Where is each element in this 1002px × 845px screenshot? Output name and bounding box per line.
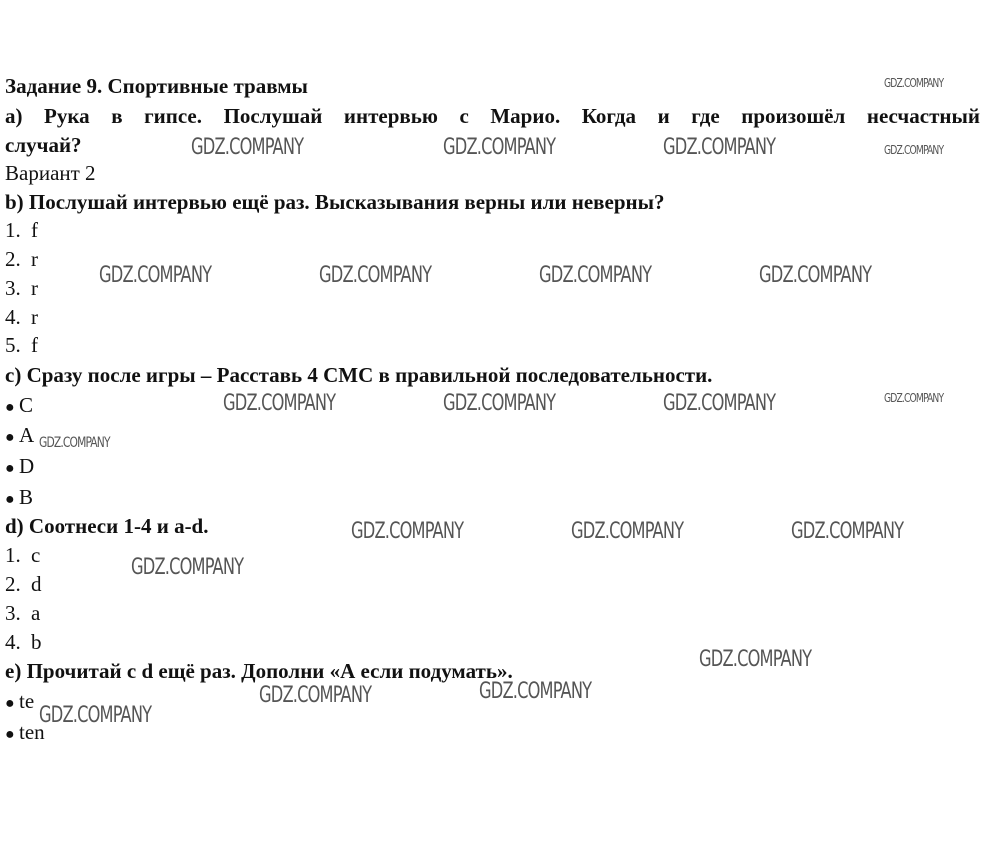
bullet-item bbox=[5, 454, 34, 481]
watermark: GDZ.COMPANY bbox=[39, 435, 110, 451]
section-e-heading: e) Прочитай с d ещё раз. Дополни «А если подумать». bbox=[5, 659, 513, 683]
bullet-icon: ● bbox=[5, 695, 15, 712]
item-number: 3. bbox=[5, 276, 21, 300]
bullet-icon: ● bbox=[5, 491, 15, 508]
watermark: GDZ.COMPANY bbox=[663, 135, 776, 160]
watermark: GDZ.COMPANY bbox=[131, 555, 244, 580]
list-item bbox=[5, 543, 40, 567]
list-item bbox=[5, 630, 42, 654]
item-number: 4. bbox=[5, 305, 21, 329]
watermark: GDZ.COMPANY bbox=[99, 263, 212, 288]
bullet-text: ten bbox=[19, 720, 45, 744]
watermark: GDZ.COMPANY bbox=[791, 519, 904, 544]
list-item bbox=[5, 572, 42, 596]
bullet-item bbox=[5, 393, 33, 420]
watermark: GDZ.COMPANY bbox=[319, 263, 432, 288]
section-d-heading: d) Соотнеси 1-4 и a-d. bbox=[5, 514, 209, 538]
item-number: 2. bbox=[5, 247, 21, 271]
watermark: GDZ.COMPANY bbox=[479, 679, 592, 704]
watermark: GDZ.COMPANY bbox=[571, 519, 684, 544]
list-item bbox=[5, 601, 40, 625]
watermark: GDZ.COMPANY bbox=[699, 647, 812, 672]
watermark: GDZ.COMPANY bbox=[191, 135, 304, 160]
item-answer: a bbox=[31, 601, 41, 625]
bullet-text: D bbox=[19, 454, 35, 478]
section-c-heading: c) Сразу после игры – Расставь 4 СМС в правильной последовательности. bbox=[5, 363, 713, 387]
page-title: Задание 9. Спортивные травмы bbox=[5, 74, 308, 98]
item-answer: d bbox=[31, 572, 42, 596]
bullet-text: te bbox=[19, 689, 35, 713]
watermark: GDZ.COMPANY bbox=[443, 391, 556, 416]
section-b-heading: b) Послушай интервью ещё раз. Высказывания верны или неверны? bbox=[5, 190, 665, 214]
item-number: 5. bbox=[5, 333, 21, 357]
item-number: 1. bbox=[5, 543, 21, 567]
bullet-icon: ● bbox=[5, 429, 15, 446]
section-a-question-line2: случай? bbox=[5, 133, 82, 157]
item-answer: r bbox=[31, 305, 38, 329]
list-item bbox=[5, 333, 38, 357]
item-number: 3. bbox=[5, 601, 21, 625]
bullet-icon: ● bbox=[5, 460, 15, 477]
list-item bbox=[5, 276, 38, 300]
watermark: GDZ.COMPANY bbox=[443, 135, 556, 160]
list-item bbox=[5, 305, 38, 329]
watermark: GDZ.COMPANY bbox=[223, 391, 336, 416]
watermark: GDZ.COMPANY bbox=[539, 263, 652, 288]
bullet-item bbox=[5, 423, 34, 450]
watermark: GDZ.COMPANY bbox=[351, 519, 464, 544]
bullet-text: A bbox=[19, 423, 35, 447]
variant-label: Вариант 2 bbox=[5, 161, 96, 185]
watermark: GDZ.COMPANY bbox=[884, 391, 944, 405]
watermark: GDZ.COMPANY bbox=[663, 391, 776, 416]
bullet-text: C bbox=[19, 393, 34, 417]
bullet-icon: ● bbox=[5, 399, 15, 416]
item-number: 4. bbox=[5, 630, 21, 654]
watermark: GDZ.COMPANY bbox=[759, 263, 872, 288]
section-a-question-line1: a) Рука в гипсе. Послушай интервью с Марио. Когда и где произошёл несчастный bbox=[5, 104, 980, 128]
item-answer: r bbox=[31, 276, 38, 300]
item-answer: f bbox=[31, 218, 38, 242]
bullet-text: B bbox=[19, 485, 34, 509]
watermark: GDZ.COMPANY bbox=[39, 703, 152, 728]
item-number: 1. bbox=[5, 218, 21, 242]
item-answer: r bbox=[31, 247, 38, 271]
bullet-icon: ● bbox=[5, 726, 15, 743]
item-answer: f bbox=[31, 333, 38, 357]
item-number: 2. bbox=[5, 572, 21, 596]
list-item bbox=[5, 247, 38, 271]
bullet-item bbox=[5, 689, 34, 716]
item-answer: b bbox=[31, 630, 42, 654]
list-item bbox=[5, 218, 38, 242]
bullet-item bbox=[5, 485, 33, 512]
watermark: GDZ.COMPANY bbox=[884, 143, 944, 157]
item-answer: c bbox=[31, 543, 41, 567]
watermark: GDZ.COMPANY bbox=[884, 76, 944, 90]
watermark: GDZ.COMPANY bbox=[259, 683, 372, 708]
